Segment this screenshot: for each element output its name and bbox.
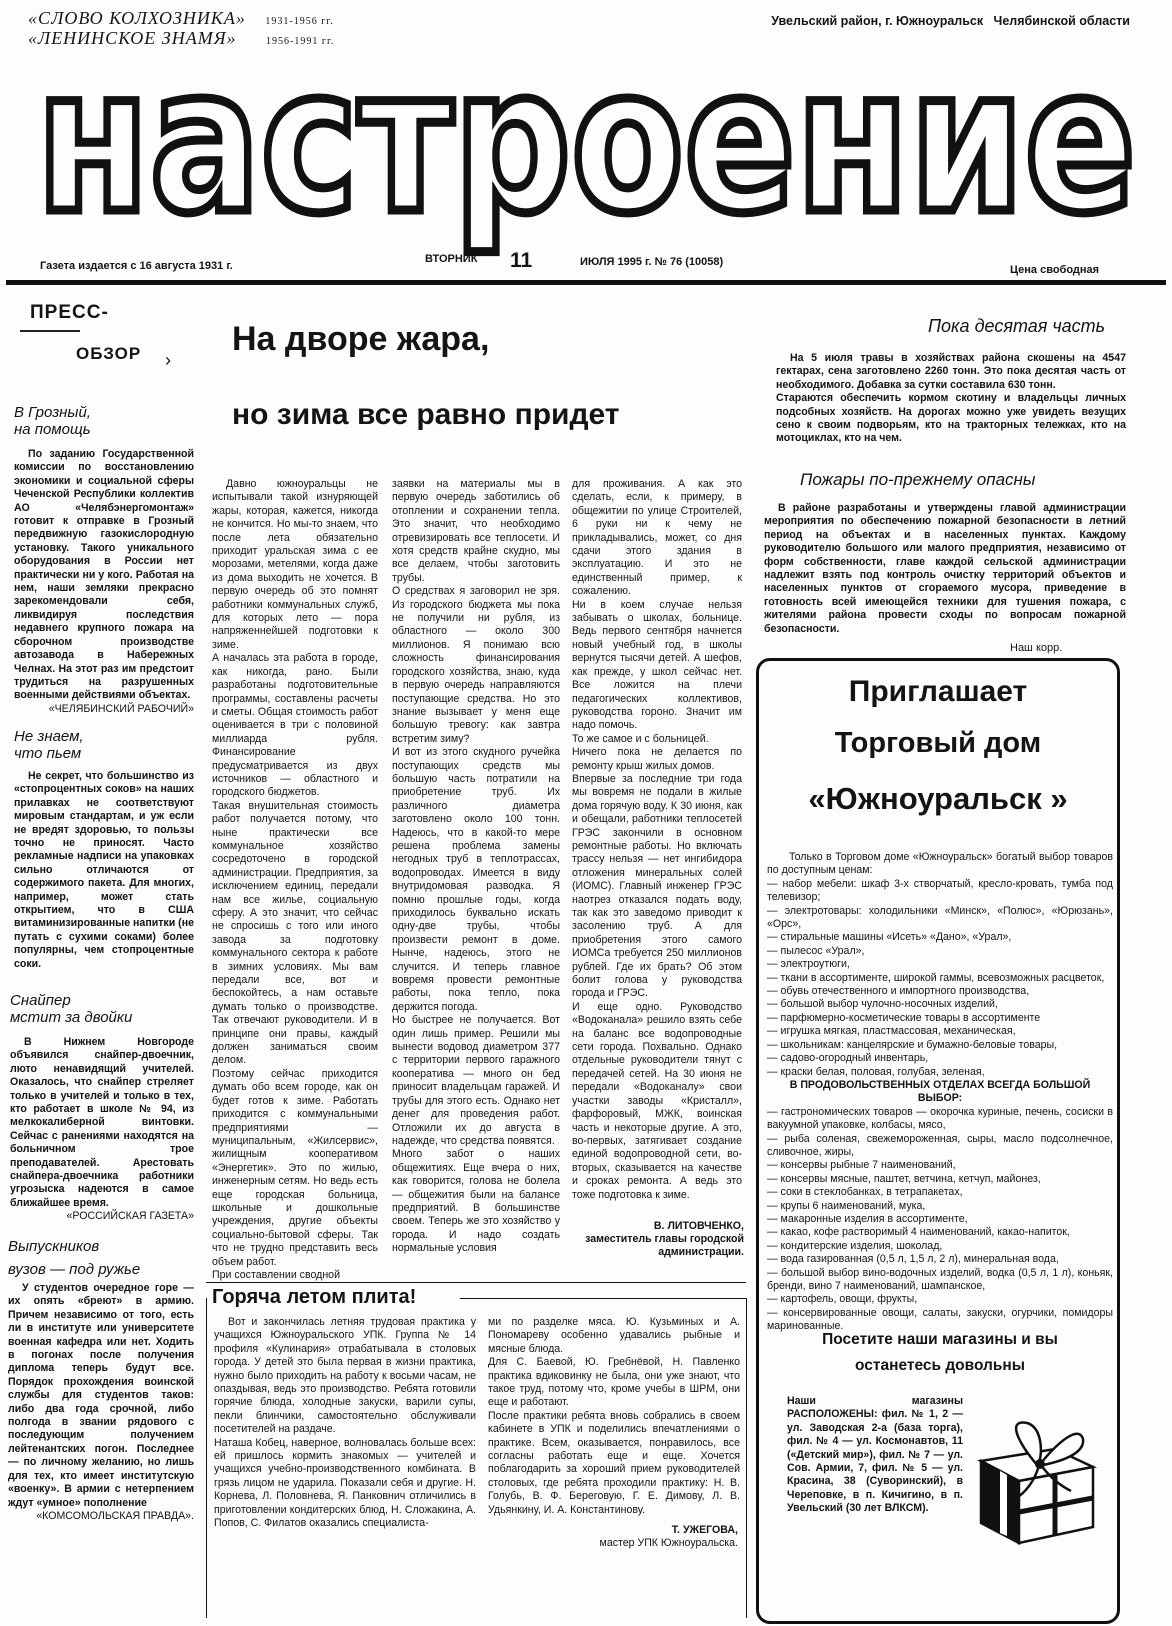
ad-food-item: — консервированные овощи, салаты, закуски, огурчики, помидоры маринованные. [767,1306,1113,1333]
ad-goods-item: — школьникам: канцелярские и бумажно-беловые товары, [767,1038,1058,1051]
press-item-sniper [10,992,194,1224]
press-item-title: В Грозный, [14,404,91,421]
press-item-title-2: на помощь [14,421,91,438]
cooking-column-1: Вот и закончилась летняя трудовая практика у учащихся Южноуральского УПК. Группа № 14 профиля «Кулинария» отрабатывала в столовых города. У детей это была первая в жизни практика, нужно было приходить на работу к восьми часам, не опаздывая, ведь это производство. Ребята готовили горячие блюда, холодные закуски, варили супы, пекли блинчики, самостоятельно обслуживали посетителей на раздаче. Наташа Кобец, наверное, волновалась больше всех: ей пришлось кормить знакомых — учителей и учащихся учебно-производственного комбината. В грязь лицом не ударила. Показали себя и другие. Н. Корнева, Л. Половнева, Я. Панковнич отличились в приготовлении кондитерских блюд, Н. Сложакина, А. Попов, С. Филатов оказались специалиста- [214,1316,476,1530]
press-item-juices [14,728,194,971]
ad-food-item: — макаронные изделия в ассортименте, [767,1212,968,1225]
lead-signature: В. ЛИТОВЧЕНКО, заместитель главы городской администрации. [585,1220,744,1258]
press-review-label: ПРЕСС- ОБЗОР › [20,298,200,368]
ad-food-item: — картофель, овощи, фрукты, [767,1293,918,1306]
press-item-students [8,1238,194,1523]
ad-food-item: — соки в стеклобанках, в тетрапакетах, [767,1186,963,1199]
ad-title-2: Торговый дом [834,727,1042,759]
ad-visit-2: останетесь довольны [854,1357,1026,1374]
ad-goods-item: — парфюмерно-косметические товары в ассортименте [767,1011,1041,1024]
lead-column-3: для проживания. А как это сделать, если, к примеру, в общежитии по улице Строителей, 6 руки ни к чему не прикладывались, может, со дня сдачи этого здания в эксплуатацию. И это не единственный пример, к сожалению. Ни в коем случае нельзя забывать о школах, больнице. Ведь первого сентября начнется новый учебный год, в школы вернутся тысячи детей. А шефов, как прежде, у школ сейчас нет. Все ложится на плечи педагогических коллективов, руководства гороно. Значит им надо помочь. То же самое и с больницей. Ничего пока не делается по ремонту крыш жилых домов. Впервые за последние три года мы вовремя не подали в жилые дома горячую воду. К 30 июня, как и обещали, работники теплосетей ГРЭС закончили в основном ремонтные работы. Но включать трассу нельзя — нет ингибидора отложения минеральных солей (ИОМС). Главный инженер ГРЭС наотрез отказался подать воду, так как это заведомо приводит к засолению труб. А для приобретения этого самого ИОМСа требуется 250 миллионов рублей. Где их брать? Об этом болит голова у руководства города и ГРЭС. И еще одно. Руководство «Водоканала» решило взять себе на баланс все водопроводные сети города. Похвально. Однако отдельные руководители тянут с передачей сетей. На 30 июня не передали «Водоканалу» свои участки заводы «Кристалл», фарфоровый, МЖК, воинская часть и некоторые другие. А это, во-первых, затягивает создание единой водопроводной сети, во-вторых, сказывается на качестве и сроках ремонта. А ведь это тоже подготовка к зиме. [572,478,742,1201]
press-item-source: «ЧЕЛЯБИНСКИЙ РАБОЧИЙ» [48,702,194,715]
lead-column-2: заявки на материалы мы в первую очередь заботились об отоплении и сохранении тепла. Это значит, что необходимо отревизировать все теплосети. И хотя средств крайне скудно, мы все делаем, чтобы заготовить трубы. О средствах я заговорил не зря. Из городского бюджета мы пока не получили ни рубля, из областного — около 300 миллионов. Я понимаю всю сложность финансирования городского хозяйства, знаю, куда в первую очередь направляются поступающие средства. Но это знание вызывает у меня еще большую тревогу: как завтра встретим зиму? И вот из этого скудного ручейка поступающих средств мы большую часть потратили на приобретение труб. Их различного диаметра заготовлено около 100 тонн. Надеюсь, что в какой-то мере решена проблема замены негодных труб в теплотрассах, водопроводах. Имеется в виду внутридомовая разводка. Я помню прошлые годы, когда приходилось буквально искать одну-две трубы, чтобы произвести ремонт в доме. Нынче, надеюсь, этого не случится. И теперь главное вовремя провести ремонтные работы, пока тепло, пока держится погода. Но быстрее не получается. Вот один лишь пример. Решили мы вынести водовод диаметром 377 с территории первого гаражного кооператива — много он бед приносит владельцам гаражей. И трубы для этого есть. Однако нет денег для проведения работ. Отложили их до августа в надежде, что средства появятся. Много забот о наших общежитиях. Еще вчера о них, как говорится, голова не болела — общежития были на балансе предприятий. В большинстве своем. Теперь же это хозяйство у города. И надо создать нормальные условия [392,478,560,1255]
cooking-column-2: ми по разделке мяса. Ю. Кузьминых и А. Пономареву особенно удавались рыбные и мясные блюда. Для С. Баевой, Ю. Гребнёвой, Н. Павленко практика вдиковинку не была, они уже знают, что такое труд, потому что, кроме учебы в ШРМ, они еще и работают. После практики ребята вновь собрались в своем кабинете в УПК и поделились впечатлениями о практике. Всем, оказывается, понравилось, все согласны работать еще и еще. Хочется поблагодарить за хороший прием руководителей столовых, где ребята проходили практику: Н. В. Голубь, В. Ф. Береговую, Г. Е. Димову, Л. В. Удьянкину, И. А. Константинову. [488,1316,740,1516]
fires-signature: Наш корр. [1010,642,1063,654]
issue-day: 11 [510,249,533,272]
press-item-source: «РОССИЙСКАЯ ГАЗЕТА» [66,1210,194,1223]
ad-goods-item: — большой выбор чулочно-носочных изделий, [767,998,998,1011]
ad-food-item: — какао, кофе растворимый 4 наименований, какао-напиток, [767,1226,1070,1239]
lead-column-1: Давно южноуральцы не испытывали такой изнуряющей жары, которая, кажется, никогда не кончится. Но мы-то знаем, что после лета обязательно приходит уральская зима с ее морозами, метелями, когда даже из дома выходить не хочется. В первую очередь об это помнят работники коммунальных служб, для которых лето — пора напряженнейшей подготовки к зиме. А началась эта работа в городе, как никогда, рано. Были разработаны подготовительные программы, составлены расчеты и сметы. Общая стоимость работ оценивается в три с половиной миллиарда рубля. Финансирование предусматривается из двух источников — областного и городского бюджетов. Такая внушительная стоимость работ получается потому, что ныне практически все коммунальное хозяйство сосредоточено в городской администрации. Предприятия, за исключением единиц, передали нам все жилье, социальную сферу. А это значит, что сейчас не спросишь с того или иного завода за подготовку коммунального сектора к работе в зимних условиях. Мы вам передали все, вот и беспокойтесь, а нам оставьте думать только о производстве. Так отвечают руководители. И в принципе они правы, каждый должен заниматься своим делом. Поэтому сейчас приходится думать обо всем городе, как он будет готов к зиме. Работать приходится с коммунальными предприятиями — муниципальным, «Жилсервис», жилищным кооперативом «Энергетик». Это по жилью, инженерным сетям. Но ведь есть еще городская больница, школьные и дошкольные учреждения, другие объекты социально-бытовой сферы. Так что не трудно представить весь объем работ. При составлении сводной [212,478,378,1281]
hay-text: На 5 июля травы в хозяйствах района скошены на 4547 гектарах, сена заготовлено 2260 тонн. Это пока десятая часть от необходимого. Добавка за сутки составила 630 тонн. Стараются обеспечить кормом скотину и владельцы личных подсобных хозяйств. На дорогах можно уже увидеть везущих сено к своим подворьям, кто на тракторных тележках, кто на мотоциклах, кто на чем. [776,352,1126,445]
ad-visit-1: Посетите наши магазины и вы [822,1331,1058,1348]
ad-goods [767,851,1113,1334]
ad-goods-item: — пылесос «Урал», [767,944,865,957]
ad-food-item: — большой выбор вино-водочных изделий, водка (0,5 л, 1 л), коньяк, бренди, вино 7 наименований, шампанское, [767,1266,1113,1292]
press-item-title-2: что пьем [14,745,82,762]
price: Цена свободная [1010,264,1100,276]
svg-text:настроение: настроение [36,38,1136,258]
ad-goods-item: — игрушка мягкая, пластмассовая, механическая, [767,1025,1016,1038]
gift-box-icon [967,1401,1107,1556]
ad-food-item: — гастрономических товаров — окорочка куриные, печень, сосиски в вакуумной упаковке, колбасы, мясо, [767,1105,1113,1132]
press-item-title-2: мстит за двойки [10,1009,133,1026]
ad-food-header: В ПРОДОВОЛЬСТВЕННЫХ ОТДЕЛАХ ВСЕГДА БОЛЬШОЙ ВЫБОР: [789,1078,1091,1105]
ad-addresses: Наши магазины РАСПОЛОЖЕНЫ: фил. № 1, 2 — ул. Заводская 2-а (база торга), фил. № 4 — ул. Космонавтов, 11 («Детский мир»), фил. № 7 — ул. Сов. Армии, 7, фил. № 5 — ул. Красина, 38 (Суворинский), в Череповке, в п. Кичигино, в п. Увельский (30 лет ВЛКСМ). [787,1395,963,1515]
ad-goods-item: — ткани в ассортименте, широкой гаммы, всевозможных расцветок, [767,971,1105,984]
press-item-grozny [14,404,194,716]
press-item-text: По заданию Государственной комиссии по восстановлению экономики и социальной сферы Чеченской Республики коллектив АО «Челябэнергомонтаж» готовит к отправке в Грозный передвижную газокислородную установку. Такого уникального оборудования в России нет практически ни у кого. Работая на нем, наши земляки прекрасно зарекомендовали себя, ликвидируя последствия недавнего крупного пожара на сборочном производстве автозавода в Набережных Челнах. На этот раз им предстоит трудиться на разрушенных военными действиями объектах. [14,448,194,702]
press-item-title: Снайпер [10,992,71,1009]
weekday: ВТОРНИК [425,253,478,265]
ad-food-item: — консервы мясные, паштет, ветчина, кетчуп, майонез, [767,1172,1041,1185]
press-item-text: У студентов очередное горе — их опять «бреют» в армию. Причем независимо от того, есть ли в институте или университете военная кафедра или нет. Ходить в погонах после получения диплома теперь будут все. Порядок прохождения воинской службы для студентов таков: либо два года срочной, либо полгода в звании рядового с последующим получением лейтенантских погон. Последнее — по личному желанию, но лишь для тех, кто имеет институтскую «военку». В армии с нетерпением ждут «умное» пополнение [8,1282,194,1509]
lead-headline-1: На дворе жара, [232,320,490,358]
press-item-title: Не знаем, [14,728,84,745]
ad-food-item: — вода газированная (0,5 л, 1,5 л, 2 л), минеральная вода, [767,1253,1059,1266]
ad-goods-item: — электроутюги, [767,958,850,971]
former-name-1: «СЛОВО КОЛХОЗНИКА» 1931-1956 гг. [28,8,334,28]
press-item-text: В Нижнем Новгороде объявился снайпер-двоечник, люто ненавидящий учителей. Оказалось, что снайпер стреляет только в учителей и только в тех, кто работает в школе № 94, из мелкокалиберной винтовки. Сейчас с ранениями находятся на больничном трое преподавателей. Арестовать снайпера-двоечника работники угрозыска надеются в самое ближайшее время. [10,1036,194,1209]
press-item-source: «КОМСОМОЛЬСКАЯ ПРАВДА». [36,1509,194,1522]
ad-title-3: «Южноуральск » [808,781,1068,816]
press-item-title-2: вузов — под ружье [8,1261,141,1278]
ad-goods-item: — электротовары: холодильники «Минск», «Полюс», «Юрюзань», «Орс», [767,904,1113,931]
founded-line: Газета издается с 16 августа 1931 г. [40,260,233,272]
issue-number: ИЮЛЯ 1995 г. № 76 (10058) [580,256,724,268]
press-item-title: Выпускников [8,1238,100,1255]
ad-food-item: — кондитерские изделия, шоколад, [767,1239,943,1252]
region-line: Увельский район, г. Южноуральск Челябинской области [771,14,1130,28]
ad-goods-item: — обувь отечественного и импортного производства, [767,985,1030,998]
ad-food-item: — рыба соленая, свежемороженная, сыры, масло подсолнечное, сливочное, жиры, [767,1132,1113,1158]
ad-goods-item: — стиральные машины «Исеть» «Дано», «Урал», [767,931,1012,944]
fires-title: Пожары по-прежнему опасны [800,470,1036,489]
masthead-divider [6,280,1166,285]
lead-headline-2: но зима все равно придет [232,398,620,431]
ad-goods-item: — набор мебели: шкаф 3-х створчатый, кресло-кровать, тумба под телевизор; [767,877,1113,904]
hay-title: Пока десятая часть [928,316,1106,336]
ad-food-item: — консервы рыбные 7 наименований, [767,1159,956,1172]
cooking-signature: Т. УЖЕГОВА, мастер УПК Южноуральска. [599,1524,738,1549]
former-name-2: «ЛЕНИНСКОЕ ЗНАМЯ» 1956-1991 гг. [28,28,335,48]
ad-title-1: Приглашает [848,675,1028,708]
ad-food-item: — крупы 6 наименований, мука, [767,1199,926,1212]
press-item-text: Не секрет, что большинство из «стопроцентных соков» на наших прилавках не соответствуют мировым стандартам, и уж если не вредят здоровью, то пользы точно не приносят. Часто рекламные надписи на упаковках сильно отличаются от содержимого пакета. Для многих, например, может стать открытием, что в США витаминизированные напитки (не путать с сухими соками) более популярны, чем стопроцентные соки. [14,770,194,970]
ad-goods-item: — садово-огородный инвентарь, [767,1052,929,1065]
ad-goods-item: — краски белая, половая, голубая, зеленая, [767,1065,985,1078]
fires-text: В районе разработаны и утверждены главой администрации мероприятия по обеспечению пожарной безопасности в летний период на объектах и в населенных пунктах. Каждому руководителю большого или малого предприятия, независимо от форм собственности, главе каждой сельской администрации надлежит взять под контроль очистку территорий объектов и населенных пунктов от сгораемого мусора, приведение в готовность всей имеющейся техники для тушения пожара, с жителями района провести сходы по вопросам пожарной безопасности. [764,502,1126,635]
cooking-title: Горяча летом плита! [212,1286,417,1308]
ad-intro: Только в Торговом доме «Южноуральск» богатый выбор товаров по доступным ценам: [767,851,1113,877]
trade-house-ad [756,658,1120,1624]
newspaper-title [0,38,1172,260]
